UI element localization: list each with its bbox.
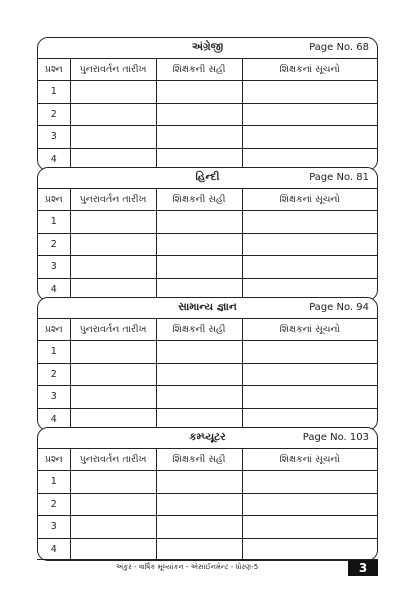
subject-block-hindi bbox=[37, 167, 378, 301]
table-header-row bbox=[38, 319, 377, 341]
col-revision-date: પુનરાવર્તન તારીખ bbox=[70, 449, 156, 471]
revision-date-cell[interactable] bbox=[70, 233, 156, 256]
teacher-notes-cell[interactable] bbox=[242, 233, 377, 256]
revision-table bbox=[38, 449, 377, 560]
teacher-sign-cell[interactable] bbox=[156, 211, 242, 234]
teacher-sign-cell[interactable] bbox=[156, 363, 242, 386]
table-header-row bbox=[38, 59, 377, 81]
subject-block-computer bbox=[37, 427, 378, 561]
subject-title: કમ્પ્યૂટર bbox=[189, 431, 226, 443]
page-number-ref: Page No. 81 bbox=[309, 172, 369, 183]
table-row bbox=[38, 256, 377, 279]
teacher-sign-cell[interactable] bbox=[156, 493, 242, 516]
row-number: 2 bbox=[38, 363, 70, 386]
teacher-notes-cell[interactable] bbox=[242, 386, 377, 409]
block-header bbox=[38, 168, 377, 189]
col-teacher-sign: શિક્ષકની સહી bbox=[156, 189, 242, 211]
teacher-notes-cell[interactable] bbox=[242, 81, 377, 104]
col-teacher-notes: શિક્ષકનાં સૂચનો bbox=[242, 189, 377, 211]
teacher-sign-cell[interactable] bbox=[156, 471, 242, 494]
row-number: 3 bbox=[38, 386, 70, 409]
row-number: 1 bbox=[38, 81, 70, 104]
col-revision-date: પુનરાવર્તન તારીખ bbox=[70, 189, 156, 211]
teacher-notes-cell[interactable] bbox=[242, 211, 377, 234]
revision-date-cell[interactable] bbox=[70, 363, 156, 386]
subject-title: અંગ્રેજી bbox=[191, 41, 224, 53]
col-teacher-notes: શિક્ષકનાં સૂચનો bbox=[242, 449, 377, 471]
revision-date-cell[interactable] bbox=[70, 211, 156, 234]
table-row bbox=[38, 126, 377, 149]
revision-date-cell[interactable] bbox=[70, 81, 156, 104]
col-teacher-notes: શિક્ષકનાં સૂચનો bbox=[242, 319, 377, 341]
table-row bbox=[38, 363, 377, 386]
row-number: 4 bbox=[38, 408, 70, 430]
teacher-sign-cell[interactable] bbox=[156, 256, 242, 279]
teacher-sign-cell[interactable] bbox=[156, 516, 242, 539]
col-revision-date: પુનરાવર્તન તારીખ bbox=[70, 59, 156, 81]
teacher-notes-cell[interactable] bbox=[242, 493, 377, 516]
subject-title: હિન્દી bbox=[195, 171, 220, 183]
table-header-row bbox=[38, 449, 377, 471]
revision-date-cell[interactable] bbox=[70, 516, 156, 539]
table-row bbox=[38, 211, 377, 234]
row-number: 1 bbox=[38, 471, 70, 494]
teacher-notes-cell[interactable] bbox=[242, 363, 377, 386]
page-number-badge: 3 bbox=[348, 560, 378, 576]
row-number: 2 bbox=[38, 233, 70, 256]
teacher-sign-cell[interactable] bbox=[156, 233, 242, 256]
teacher-notes-cell[interactable] bbox=[242, 103, 377, 126]
block-header bbox=[38, 38, 377, 59]
col-question: પ્રશ્ન bbox=[38, 59, 70, 81]
footer-rule bbox=[37, 559, 378, 560]
revision-date-cell[interactable] bbox=[70, 386, 156, 409]
col-revision-date: પુનરાવર્તન તારીખ bbox=[70, 319, 156, 341]
block-header bbox=[38, 428, 377, 449]
revision-table bbox=[38, 189, 377, 300]
row-number: 3 bbox=[38, 516, 70, 539]
revision-table bbox=[38, 319, 377, 430]
page-number-ref: Page No. 103 bbox=[302, 432, 369, 443]
block-header bbox=[38, 298, 377, 319]
table-row bbox=[38, 233, 377, 256]
page-number-ref: Page No. 94 bbox=[309, 302, 369, 313]
revision-table bbox=[38, 59, 377, 170]
teacher-notes-cell[interactable] bbox=[242, 341, 377, 364]
teacher-notes-cell[interactable] bbox=[242, 516, 377, 539]
teacher-notes-cell[interactable] bbox=[242, 471, 377, 494]
table-row bbox=[38, 538, 377, 560]
table-row bbox=[38, 386, 377, 409]
row-number: 4 bbox=[38, 538, 70, 560]
col-question: પ્રશ્ન bbox=[38, 319, 70, 341]
col-question: પ્રશ્ન bbox=[38, 449, 70, 471]
subject-title: સામાન્ય જ્ઞાન bbox=[178, 301, 237, 313]
col-teacher-notes: શિક્ષકનાં સૂચનો bbox=[242, 59, 377, 81]
revision-date-cell[interactable] bbox=[70, 493, 156, 516]
teacher-sign-cell[interactable] bbox=[156, 538, 242, 560]
row-number: 1 bbox=[38, 341, 70, 364]
footer-text: અંકુર - વાર્ષિક મૂલ્યાંકન - એસાઈનમેન્ટ - ધોરણ-5 bbox=[115, 563, 259, 571]
table-row bbox=[38, 516, 377, 539]
revision-date-cell[interactable] bbox=[70, 471, 156, 494]
row-number: 3 bbox=[38, 126, 70, 149]
revision-date-cell[interactable] bbox=[70, 126, 156, 149]
revision-date-cell[interactable] bbox=[70, 341, 156, 364]
col-teacher-sign: શિક્ષકની સહી bbox=[156, 319, 242, 341]
col-teacher-sign: શિક્ષકની સહી bbox=[156, 59, 242, 81]
teacher-sign-cell[interactable] bbox=[156, 81, 242, 104]
teacher-sign-cell[interactable] bbox=[156, 341, 242, 364]
col-question: પ્રશ્ન bbox=[38, 189, 70, 211]
teacher-sign-cell[interactable] bbox=[156, 103, 242, 126]
table-row bbox=[38, 103, 377, 126]
row-number: 3 bbox=[38, 256, 70, 279]
revision-date-cell[interactable] bbox=[70, 538, 156, 560]
col-teacher-sign: શિક્ષકની સહી bbox=[156, 449, 242, 471]
teacher-notes-cell[interactable] bbox=[242, 256, 377, 279]
teacher-notes-cell[interactable] bbox=[242, 538, 377, 560]
row-number: 4 bbox=[38, 148, 70, 170]
revision-date-cell[interactable] bbox=[70, 103, 156, 126]
table-row bbox=[38, 493, 377, 516]
row-number: 2 bbox=[38, 493, 70, 516]
row-number: 1 bbox=[38, 211, 70, 234]
subject-block-general-knowledge bbox=[37, 297, 378, 431]
table-row bbox=[38, 471, 377, 494]
revision-date-cell[interactable] bbox=[70, 256, 156, 279]
table-row bbox=[38, 81, 377, 104]
row-number: 2 bbox=[38, 103, 70, 126]
table-header-row bbox=[38, 189, 377, 211]
subject-block-english bbox=[37, 37, 378, 171]
teacher-sign-cell[interactable] bbox=[156, 126, 242, 149]
table-row bbox=[38, 341, 377, 364]
teacher-notes-cell[interactable] bbox=[242, 126, 377, 149]
row-number: 4 bbox=[38, 278, 70, 300]
page-number-ref: Page No. 68 bbox=[309, 42, 369, 53]
teacher-sign-cell[interactable] bbox=[156, 386, 242, 409]
